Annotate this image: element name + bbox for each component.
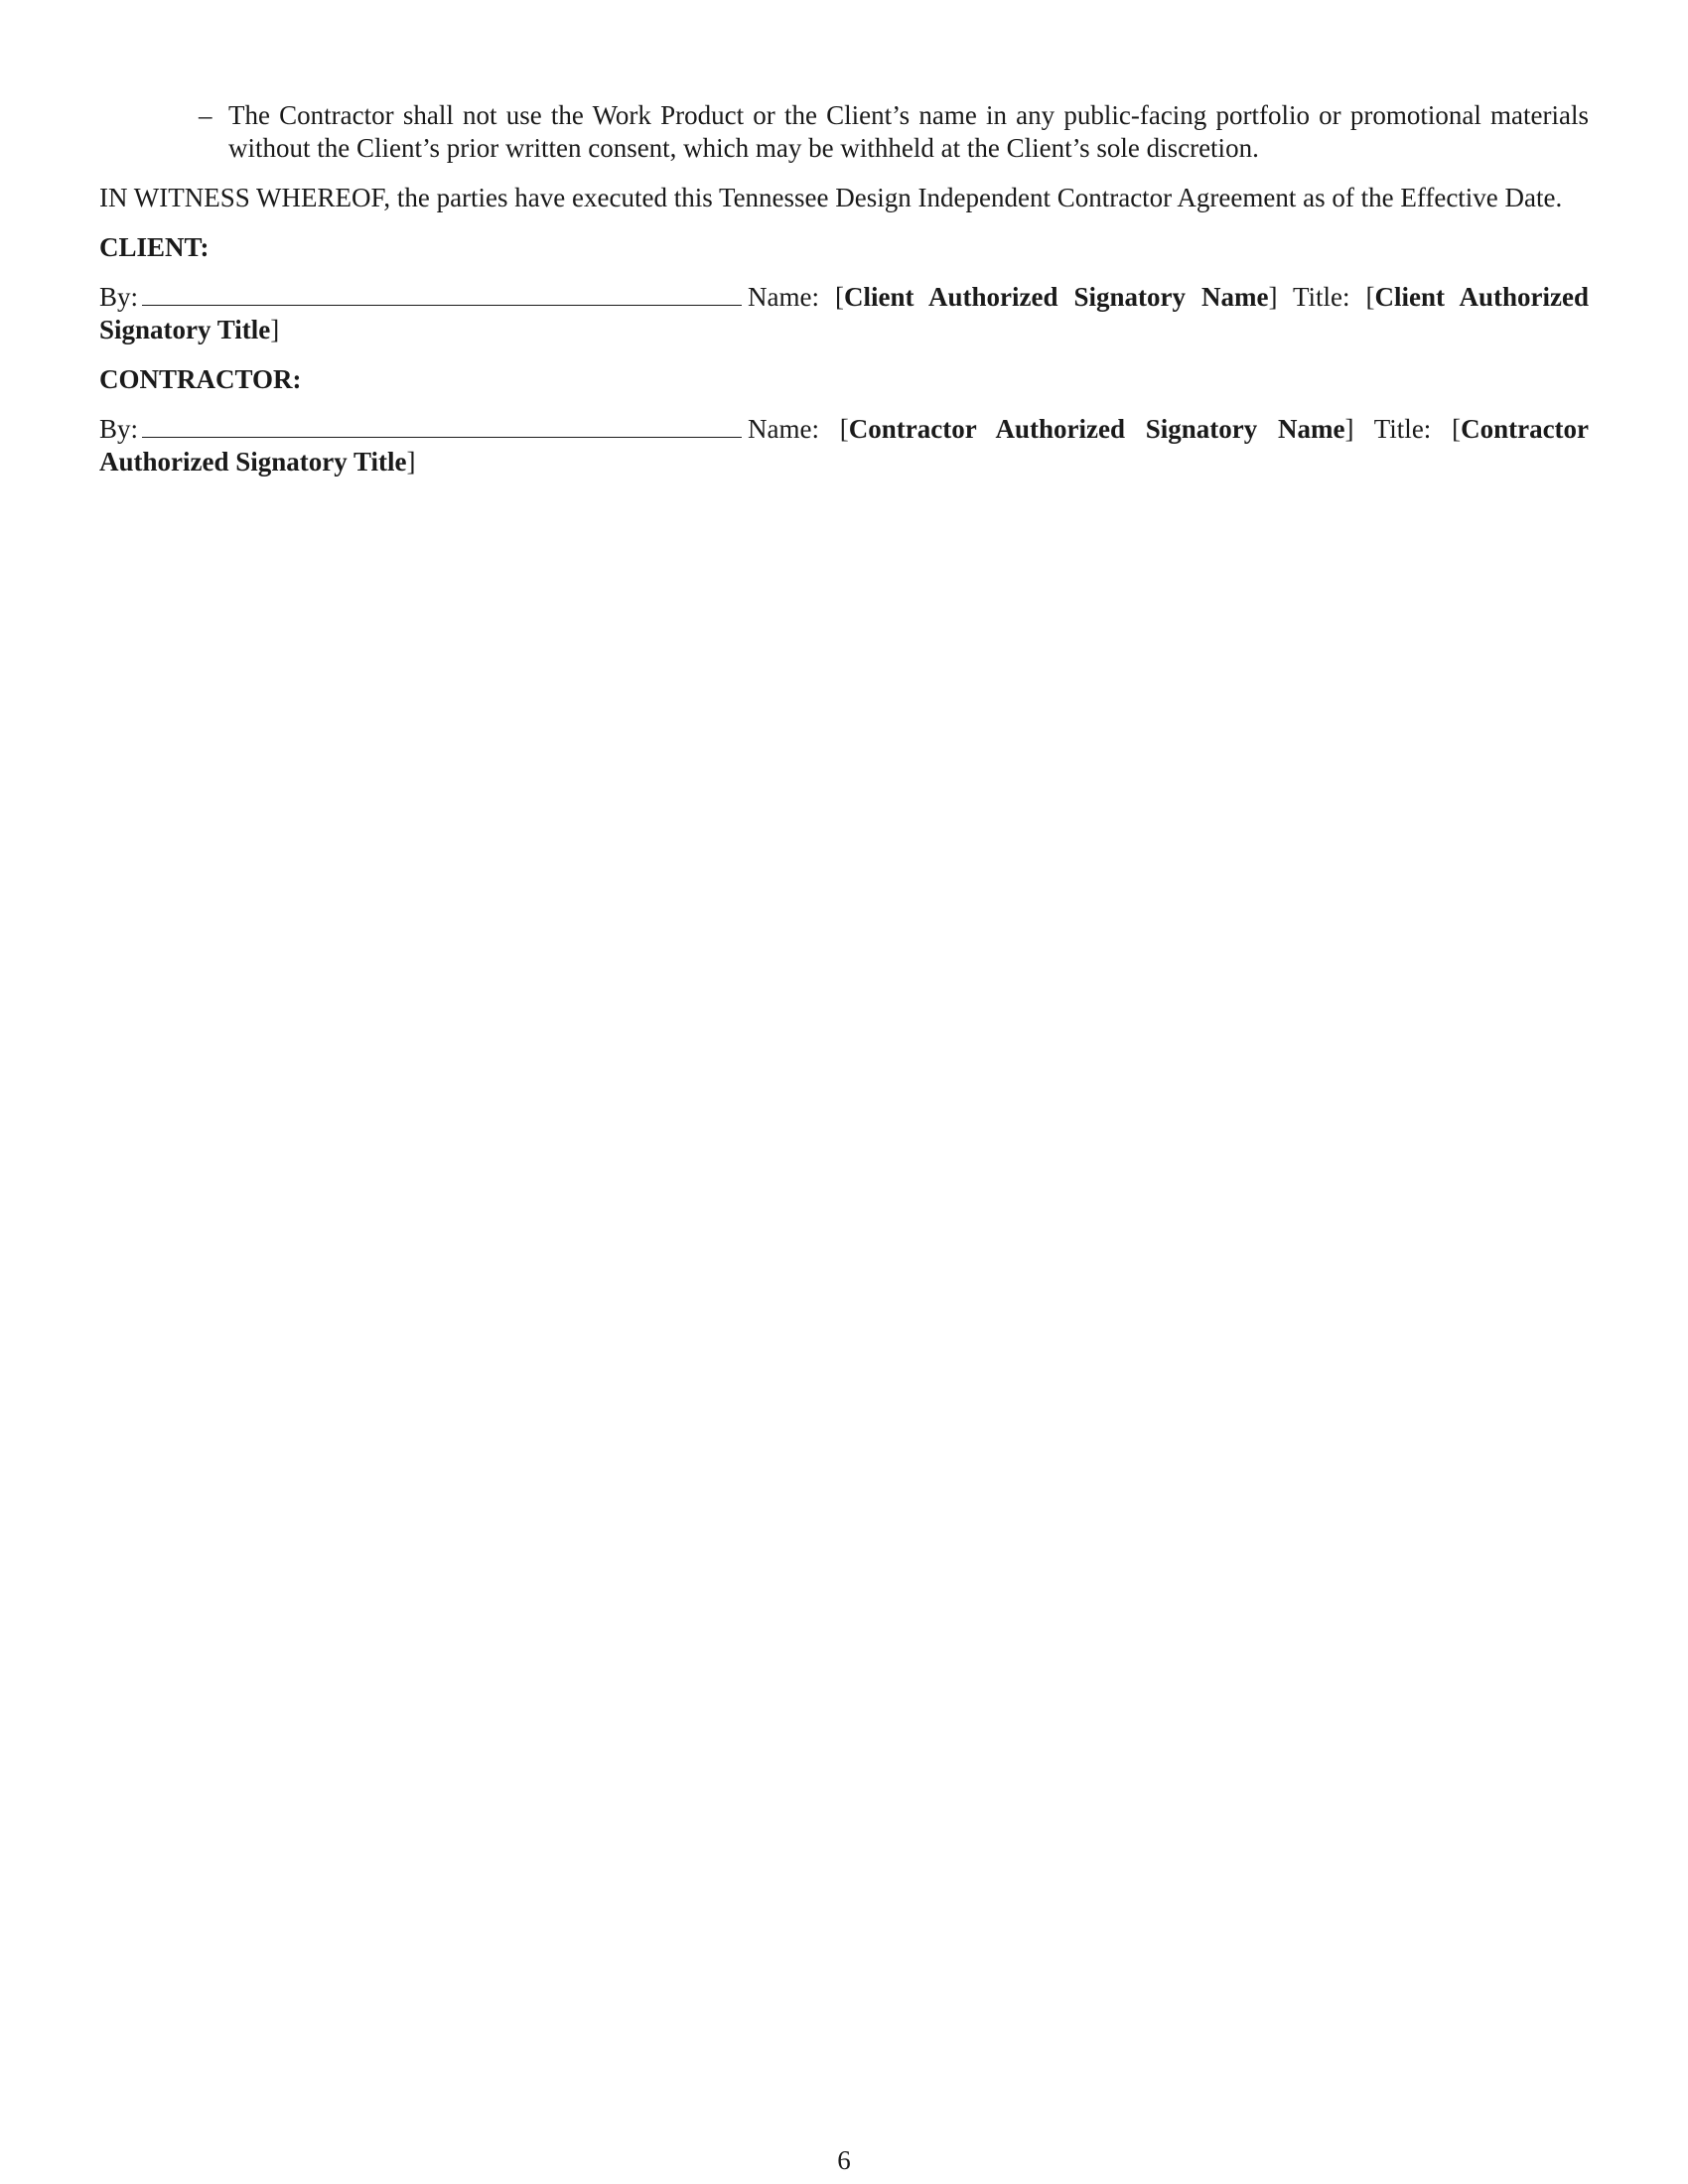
contractor-by-label: By: (99, 414, 139, 444)
contractor-title-value: Contractor Authorized Signatory Title (99, 414, 1590, 477)
client-signature-block (99, 281, 1589, 346)
client-name-value: Client Authorized Signatory Name (844, 282, 1269, 312)
list-item (99, 99, 1589, 165)
client-name-open-bracket: [ (835, 282, 844, 312)
client-title-value: Client Authorized Signatory Title (99, 282, 1590, 344)
client-name-label: Name: (748, 282, 819, 312)
page-number: 6 (837, 2145, 851, 2175)
client-title-open-bracket: [ (1365, 282, 1375, 312)
client-name-close-bracket: ] (1268, 282, 1278, 312)
client-heading: CLIENT: (99, 232, 210, 262)
witness-paragraph: IN WITNESS WHEREOF, the parties have executed this Tennessee Design Independent Contractor Agreement as of the Effective Date. (99, 183, 1563, 212)
bullet-text: The Contractor shall not use the Work Product or the Client’s name in any public-facing portfolio or promotional materials without the Client’s prior written consent, which may be withheld at the Client’s sole discretion. (228, 100, 1589, 163)
contractor-name-value: Contractor Authorized Signatory Name (848, 414, 1345, 444)
client-signature-line[interactable] (142, 283, 742, 306)
client-title-close-bracket: ] (270, 315, 280, 344)
contractor-heading: CONTRACTOR: (99, 364, 302, 394)
contractor-title-close-bracket: ] (406, 447, 416, 477)
contractor-name-label: Name: (748, 414, 819, 444)
contractor-title-label: Title: (1373, 414, 1432, 444)
bullet-dash: – (199, 100, 212, 130)
document-page (99, 99, 1589, 478)
contractor-signature-line[interactable] (142, 415, 742, 438)
contractor-name-close-bracket: ] (1344, 414, 1354, 444)
client-title-label: Title: (1292, 282, 1350, 312)
client-by-label: By: (99, 282, 139, 312)
contractor-signature-block (99, 413, 1589, 478)
contractor-title-open-bracket: [ (1452, 414, 1462, 444)
contractor-name-open-bracket: [ (839, 414, 849, 444)
